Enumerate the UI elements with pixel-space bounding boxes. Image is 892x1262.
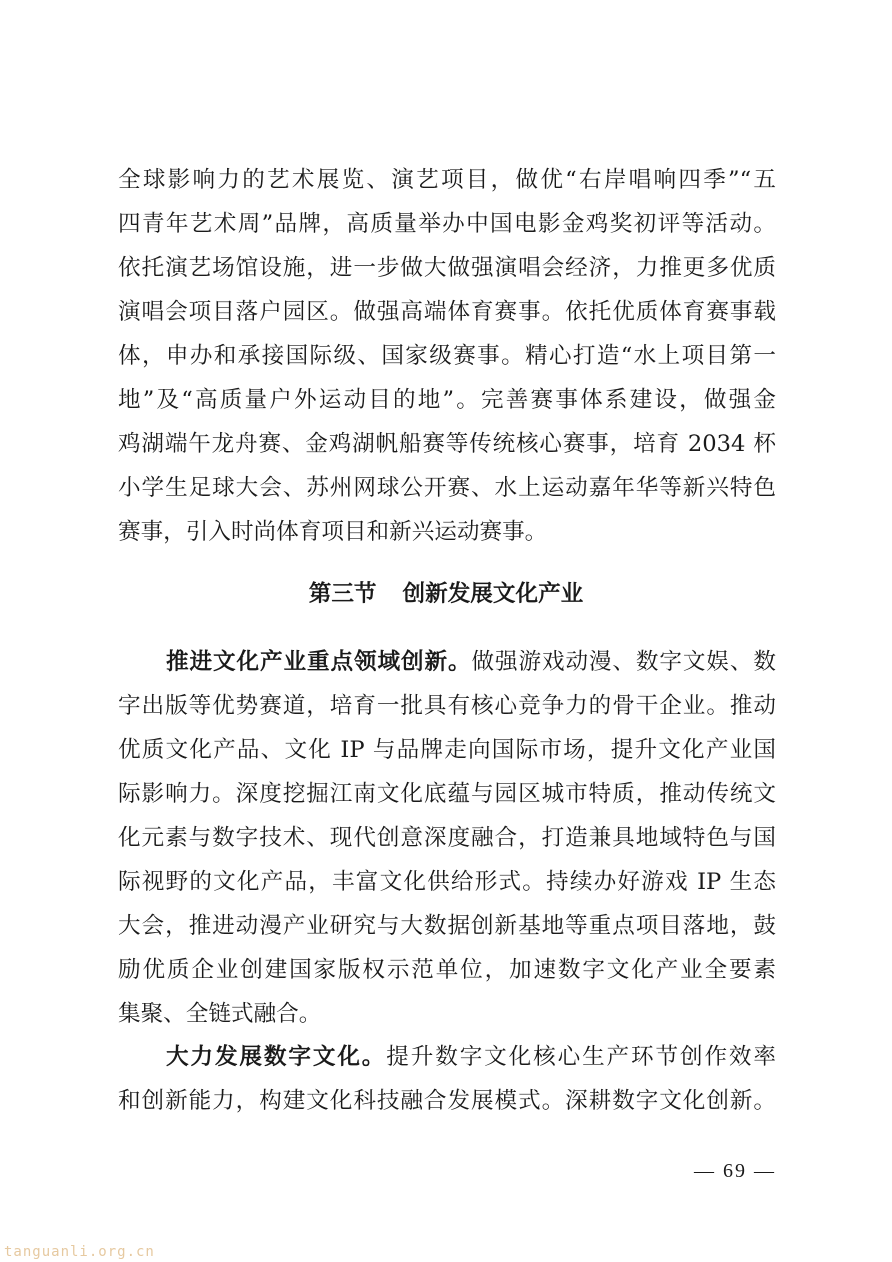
text-line (118, 1035, 776, 1079)
text-line: 鸡湖端午龙舟赛、金鸡湖帆船赛等传统核心赛事，培育 2034 杯 (118, 431, 776, 457)
text-line: 依托演艺场馆设施，进一步做大做强演唱会经济，力推更多优质 (118, 255, 776, 281)
text-line: 和创新能力，构建文化科技融合发展模式。深耕数字文化创新。 (118, 1088, 776, 1114)
text-line: 字出版等优势赛道，培育一批具有核心竞争力的骨干企业。推动 (118, 693, 776, 719)
paragraph-lead-rest: 提升数字文化核心生产环节创作效率 (386, 1044, 777, 1070)
text-line: 优质文化产品、文化 IP 与品牌走向国际市场，提升文化产业国 (118, 737, 776, 763)
paragraph-lead-rest: 做强游戏动漫、数字文娱、数 (471, 649, 777, 675)
text-line: 赛事，引入时尚体育项目和新兴运动赛事。 (118, 519, 548, 545)
text-line: 集聚、全链式融合。 (118, 1001, 322, 1027)
paragraph-continuation (118, 158, 776, 554)
text-line: 大会，推进动漫产业研究与大数据创新基地等重点项目落地，鼓 (118, 913, 776, 939)
text-line: 际视野的文化产品，丰富文化供给形式。持续办好游戏 IP 生态 (118, 869, 776, 895)
text-line: 际影响力。深度挖掘江南文化底蕴与园区城市特质，推动传统文 (118, 781, 776, 807)
text-line: 地”及“高质量户外运动目的地”。完善赛事体系建设，做强金 (118, 387, 776, 413)
paragraph-lead: 推进文化产业重点领域创新。 (166, 649, 472, 675)
paragraph-digital-culture (118, 1035, 776, 1123)
text-line: 化元素与数字技术、现代创意深度融合，打造兼具地域特色与国 (118, 825, 776, 851)
text-line: 演唱会项目落户园区。做强高端体育赛事。依托优质体育赛事载 (118, 299, 776, 325)
page-number: — 69 — (694, 1160, 776, 1182)
text-line: 小学生足球大会、苏州网球公开赛、水上运动嘉年华等新兴特色 (118, 475, 776, 501)
paragraph-cultural-industry (118, 640, 776, 1036)
text-line: 四青年艺术周”品牌，高质量举办中国电影金鸡奖初评等活动。 (118, 211, 776, 237)
text-line (118, 640, 776, 684)
watermark: tanguanli.org.cn (4, 1244, 155, 1260)
section-heading (0, 572, 892, 616)
section-title: 创新发展文化产业 (402, 581, 584, 607)
paragraph-lead: 大力发展数字文化。 (166, 1044, 387, 1070)
text-line: 励优质企业创建国家版权示范单位，加速数字文化产业全要素 (118, 957, 776, 983)
section-number: 第三节 (308, 581, 377, 607)
text-line: 全球影响力的艺术展览、演艺项目，做优“右岸唱响四季”“五 (118, 167, 776, 193)
text-line: 体，申办和承接国际级、国家级赛事。精心打造“水上项目第一 (118, 343, 776, 369)
